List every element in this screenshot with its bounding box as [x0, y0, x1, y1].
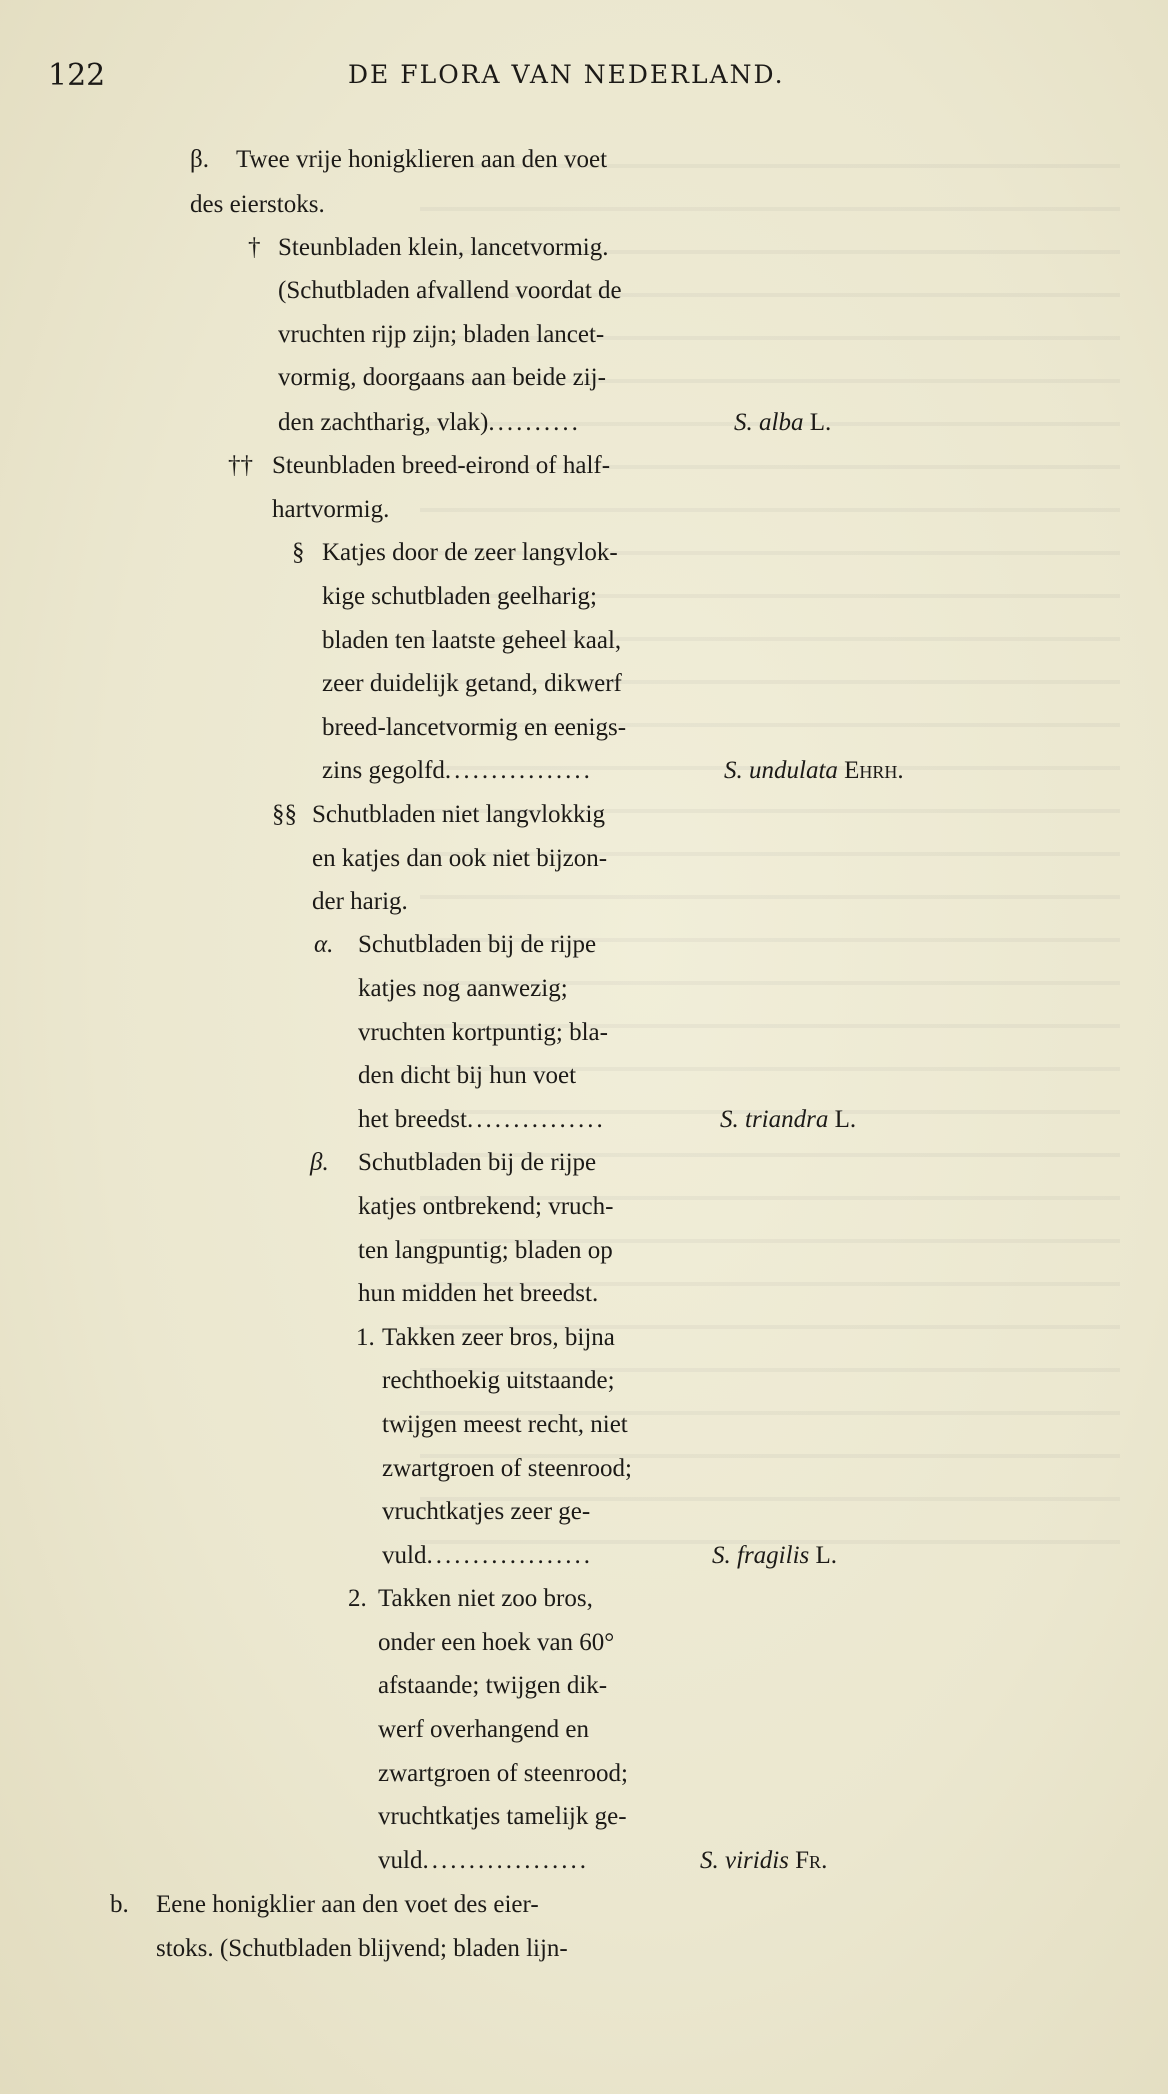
text-line: bladen ten laatste geheel kaal, — [322, 627, 622, 654]
text-line: kige schutbladen geelharig; — [322, 583, 597, 610]
key-marker: § — [292, 539, 305, 566]
entry-text: het breedst — [358, 1106, 467, 1133]
text-line: werf overhangend en — [378, 1716, 590, 1743]
text-line: rechthoekig uitstaande; — [382, 1367, 615, 1394]
text-line: vormig, doorgaans aan beide zij- — [278, 364, 606, 391]
text-line: katjes nog aanwezig; — [358, 975, 568, 1002]
text-line: vruchten kortpuntig; bla- — [358, 1019, 608, 1046]
key-marker: §§ — [272, 801, 297, 828]
entry-text: zins gegolfd — [322, 757, 445, 784]
key-marker: β. — [190, 146, 209, 173]
text-line: Steunbladen klein, lancetvormig. — [278, 234, 609, 261]
text-line: Schutbladen niet langvlokkig — [312, 801, 606, 828]
text-line: vruchtkatjes tamelijk ge- — [378, 1803, 627, 1830]
text-line: Steunbladen breed-eirond of half- — [272, 452, 611, 479]
text-line: vruchten rijp zijn; bladen lancet- — [278, 321, 605, 348]
species-name-entry — [712, 1543, 837, 1568]
species-name: S. undulata — [724, 757, 838, 784]
dot-leader: ............... — [466, 1106, 606, 1133]
text-line: Takken zeer bros, bijna — [382, 1324, 615, 1351]
text-line: breed-lancetvormig en eenigs- — [322, 714, 627, 741]
species-author: L. — [815, 1542, 838, 1569]
text-line: onder een hoek van 60° — [378, 1629, 615, 1656]
species-author: L. — [834, 1106, 857, 1133]
entry-text: vuld — [382, 1542, 427, 1569]
dot-leader: .......... — [488, 409, 581, 436]
dot-leader: ................ — [444, 757, 593, 784]
species-name: S. alba — [734, 409, 804, 436]
text-line: hartvormig. — [272, 496, 390, 523]
text-line: stoks. (Schutbladen blijvend; bladen lijn- — [156, 1935, 568, 1962]
page-number: 122 — [48, 58, 106, 93]
key-marker: β. — [310, 1149, 329, 1176]
species-name-entry — [724, 758, 904, 783]
species-entry — [322, 758, 593, 783]
text-line: ten langpuntig; bladen op — [358, 1237, 613, 1264]
species-name-entry — [734, 410, 831, 435]
text-line: katjes ontbrekend; vruch- — [358, 1193, 614, 1220]
species-name-entry — [720, 1107, 856, 1132]
species-author: Fr. — [795, 1847, 828, 1874]
key-marker: b. — [110, 1891, 129, 1918]
text-line: Eene honigklier aan den voet des eier- — [156, 1891, 539, 1918]
species-name: S. fragilis — [712, 1542, 810, 1569]
text-line: vruchtkatjes zeer ge- — [382, 1498, 591, 1525]
key-marker: α. — [314, 931, 334, 958]
text-line: zwartgroen of steenrood; — [382, 1455, 632, 1482]
text-line: zeer duidelijk getand, dikwerf — [322, 670, 622, 697]
species-author: L. — [809, 409, 832, 436]
key-marker: †† — [228, 452, 253, 479]
key-marker: 2. — [348, 1585, 367, 1612]
species-name-entry — [700, 1848, 827, 1873]
dot-leader: .................. — [426, 1542, 593, 1569]
text-line: des eierstoks. — [190, 191, 325, 218]
text-line: den dicht bij hun voet — [358, 1062, 577, 1089]
text-line: hun midden het breedst. — [358, 1280, 599, 1307]
text-line: Katjes door de zeer langvlok- — [322, 539, 618, 566]
key-marker: † — [248, 234, 261, 261]
species-entry — [382, 1543, 593, 1568]
text-line: Twee vrije honigklieren aan den voet — [236, 146, 608, 173]
entry-text: vuld — [378, 1847, 423, 1874]
text-line: Schutbladen bij de rijpe — [358, 931, 597, 958]
running-title: DE FLORA VAN NEDERLAND. — [348, 60, 785, 89]
text-line: Schutbladen bij de rijpe — [358, 1149, 597, 1176]
species-name: S. triandra — [720, 1106, 829, 1133]
text-line: zwartgroen of steenrood; — [378, 1760, 628, 1787]
text-line: Takken niet zoo bros, — [378, 1585, 593, 1612]
dot-leader: .................. — [422, 1847, 589, 1874]
text-line: twijgen meest recht, niet — [382, 1411, 628, 1438]
text-line: afstaande; twijgen dik- — [378, 1672, 608, 1699]
species-entry — [358, 1107, 606, 1132]
text-line: en katjes dan ook niet bijzon- — [312, 845, 608, 872]
entry-text: den zachtharig, vlak) — [278, 409, 489, 436]
text-line: der harig. — [312, 888, 408, 915]
species-entry — [378, 1848, 589, 1873]
key-marker: 1. — [356, 1324, 375, 1351]
species-entry — [278, 410, 581, 435]
species-name: S. viridis — [700, 1847, 789, 1874]
species-author: Ehrh. — [844, 757, 904, 784]
text-line: (Schutbladen afvallend voordat de — [278, 277, 622, 304]
